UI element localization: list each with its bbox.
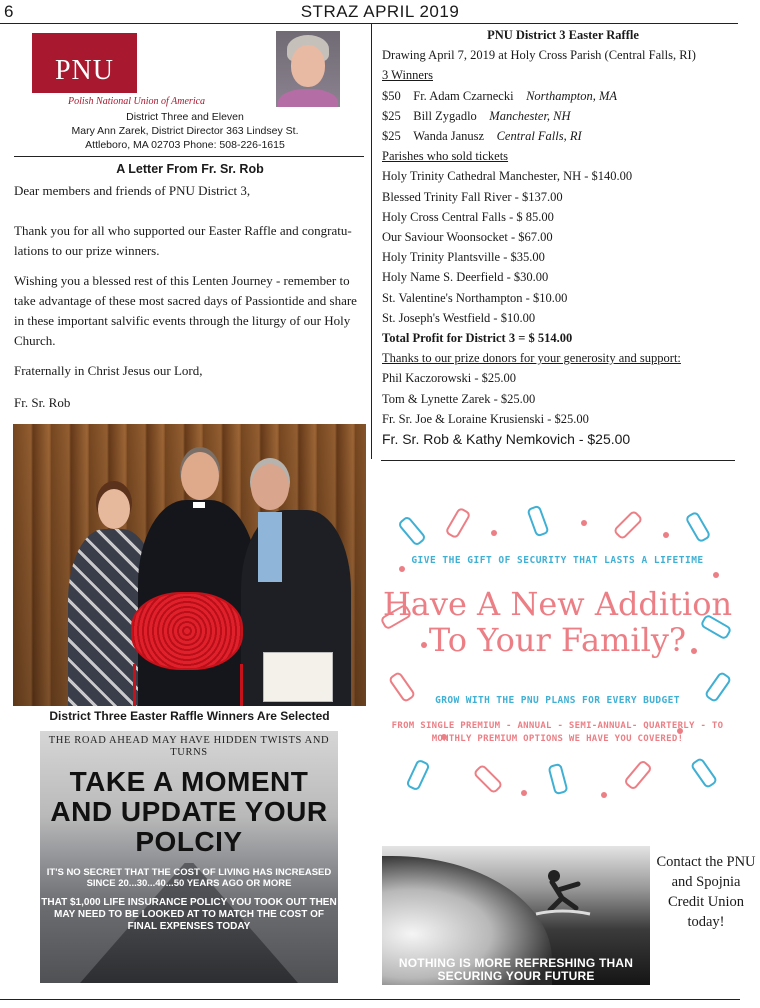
baby-bottle-icon [623,759,653,791]
footer-rule [0,999,740,1000]
baby-bottle-icon [472,763,503,794]
letter-body [14,181,368,413]
donor-row: Phil Kaczorowski - $25.00 [382,371,517,386]
district-line: Mary Ann Zarek, District Director 363 Lindsey St. [71,125,299,137]
director-portrait [276,31,340,107]
district-line: Attleboro, MA 02703 Phone: 508-226-1615 [85,139,285,151]
raffle-drawing: Drawing April 7, 2019 at Holy Cross Parish (Central Falls, RI) [382,48,696,63]
family-ad-tagline: GIVE THE GIFT OF SECURITY THAT LASTS A LIFETIME [411,555,704,566]
winner-row: $50 Fr. Adam Czarnecki Northampton, MA [382,88,618,103]
update-policy-ad [40,731,338,983]
new-addition-ad [381,502,734,802]
district-line: District Three and Eleven [126,111,244,123]
winner-row: $25 Wanda Janusz Central Falls, RI [382,129,582,144]
surfer-icon [532,864,592,924]
photo-caption: District Three Easter Raffle Winners Are Selected [49,709,330,723]
baby-bottle-icon [397,515,427,547]
page-number: 6 [4,2,14,21]
baby-bottle-icon [690,757,719,790]
raffle-title: PNU District 3 Easter Raffle [487,28,639,42]
baby-bottle-icon [684,511,711,544]
raffle-results [382,25,744,449]
letter-paragraph: Thank you for all who supported our Easter Raffle and congratu-lations to our prize winners. [14,223,352,258]
total-profit: Total Profit for District 3 = $ 514.00 [382,331,573,346]
donor-row-last: Fr. Sr. Rob & Kathy Nemkovich - $25.00 [382,431,631,448]
parish-row: Blessed Trinity Fall River - $137.00 [382,189,563,204]
pnu-union-name: Polish National Union of America [68,96,206,107]
baby-bottle-icon [612,509,643,540]
family-ad-options: FROM SINGLE PREMIUM - ANNUAL - SEMI-ANNUAL- QUARTERLY - TO MONTHLY PREMIUM OPTIONS WE HAVE YOU COVERED! [391,721,724,744]
parish-row: St. Joseph's Westfield - $10.00 [382,310,536,325]
running-head: STRAZ APRIL 2019 [300,2,460,21]
letter-closing: Fraternally in Christ Jesus our Lord, [14,363,203,378]
family-ad-headline: Have A New Addition To Your Family? [382,585,733,659]
policy-ad-headline: TAKE A MOMENT AND UPDATE YOUR POLCIY [50,766,328,857]
raffle-rule [381,460,735,461]
baby-bottle-icon [444,507,471,540]
family-ad-subtitle: GROW WITH THE PNU PLANS FOR EVERY BUDGET [435,695,680,706]
donor-row: Fr. Sr. Joe & Loraine Krusienski - $25.00 [382,411,589,426]
baby-bottle-icon [526,505,549,538]
parish-row: Our Saviour Woonsocket - $67.00 [382,230,553,245]
winner-row: $25 Bill Zygadlo Manchester, NH [382,108,571,123]
parish-row: Holy Trinity Cathedral Manchester, NH - $140.00 [382,169,633,184]
parish-row: Holy Trinity Plantsville - $35.00 [382,250,545,265]
policy-ad-sub1: IT'S NO SECRET THAT THE COST OF LIVING HAS INCREASED SINCE 20...30...40...50 YEARS AGO OR MORE [46,867,332,889]
donor-row: Tom & Lynette Zarek - $25.00 [382,391,536,406]
masthead-rule [14,156,364,157]
parish-row: Holy Name S. Deerfield - $30.00 [382,270,549,285]
surf-ad [382,846,650,985]
contact-callout: Contact the PNU and Spojnia Credit Union today! [656,854,756,930]
winners-heading: 3 Winners [382,68,433,83]
baby-bottle-icon [405,758,430,791]
parish-row: St. Valentine's Northampton - $10.00 [382,290,568,305]
policy-ad-sub2: THAT $1,000 LIFE INSURANCE POLICY YOU TOOK OUT THEN MAY NEED TO BE LOOKED AT TO MATCH THE COST OF FINAL EXPENSES TODAY [41,897,337,932]
letter-title: A Letter From Fr. Sr. Rob [116,162,264,176]
header-rule [0,23,738,24]
donors-heading: Thanks to our prize donors for your generosity and support: [382,351,681,366]
parishes-heading: Parishes who sold tickets [382,149,509,164]
letter-signature: Fr. Sr. Rob [14,395,71,410]
pnu-logo: PNU [32,33,137,93]
letter-greeting: Dear members and friends of PNU District 3, [14,183,251,198]
raffle-winners-photo [13,424,366,706]
raffle-drum-icon [131,592,243,670]
column-divider [371,23,372,459]
policy-ad-top-line: THE ROAD AHEAD MAY HAVE HIDDEN TWISTS AND TURNS [48,735,330,758]
parish-row: Holy Cross Central Falls - $ 85.00 [382,209,554,224]
district-info [20,110,350,152]
surf-ad-caption: NOTHING IS MORE REFRESHING THAN SECURING YOUR FUTURE [398,956,634,983]
baby-bottle-icon [547,763,568,796]
letter-paragraph: Wishing you a blessed rest of this Lenten Journey - remember to take advantage of these most sacred days of Passiontide and share in these important salvific events through the liturgy of our Holy Church. [14,273,357,348]
